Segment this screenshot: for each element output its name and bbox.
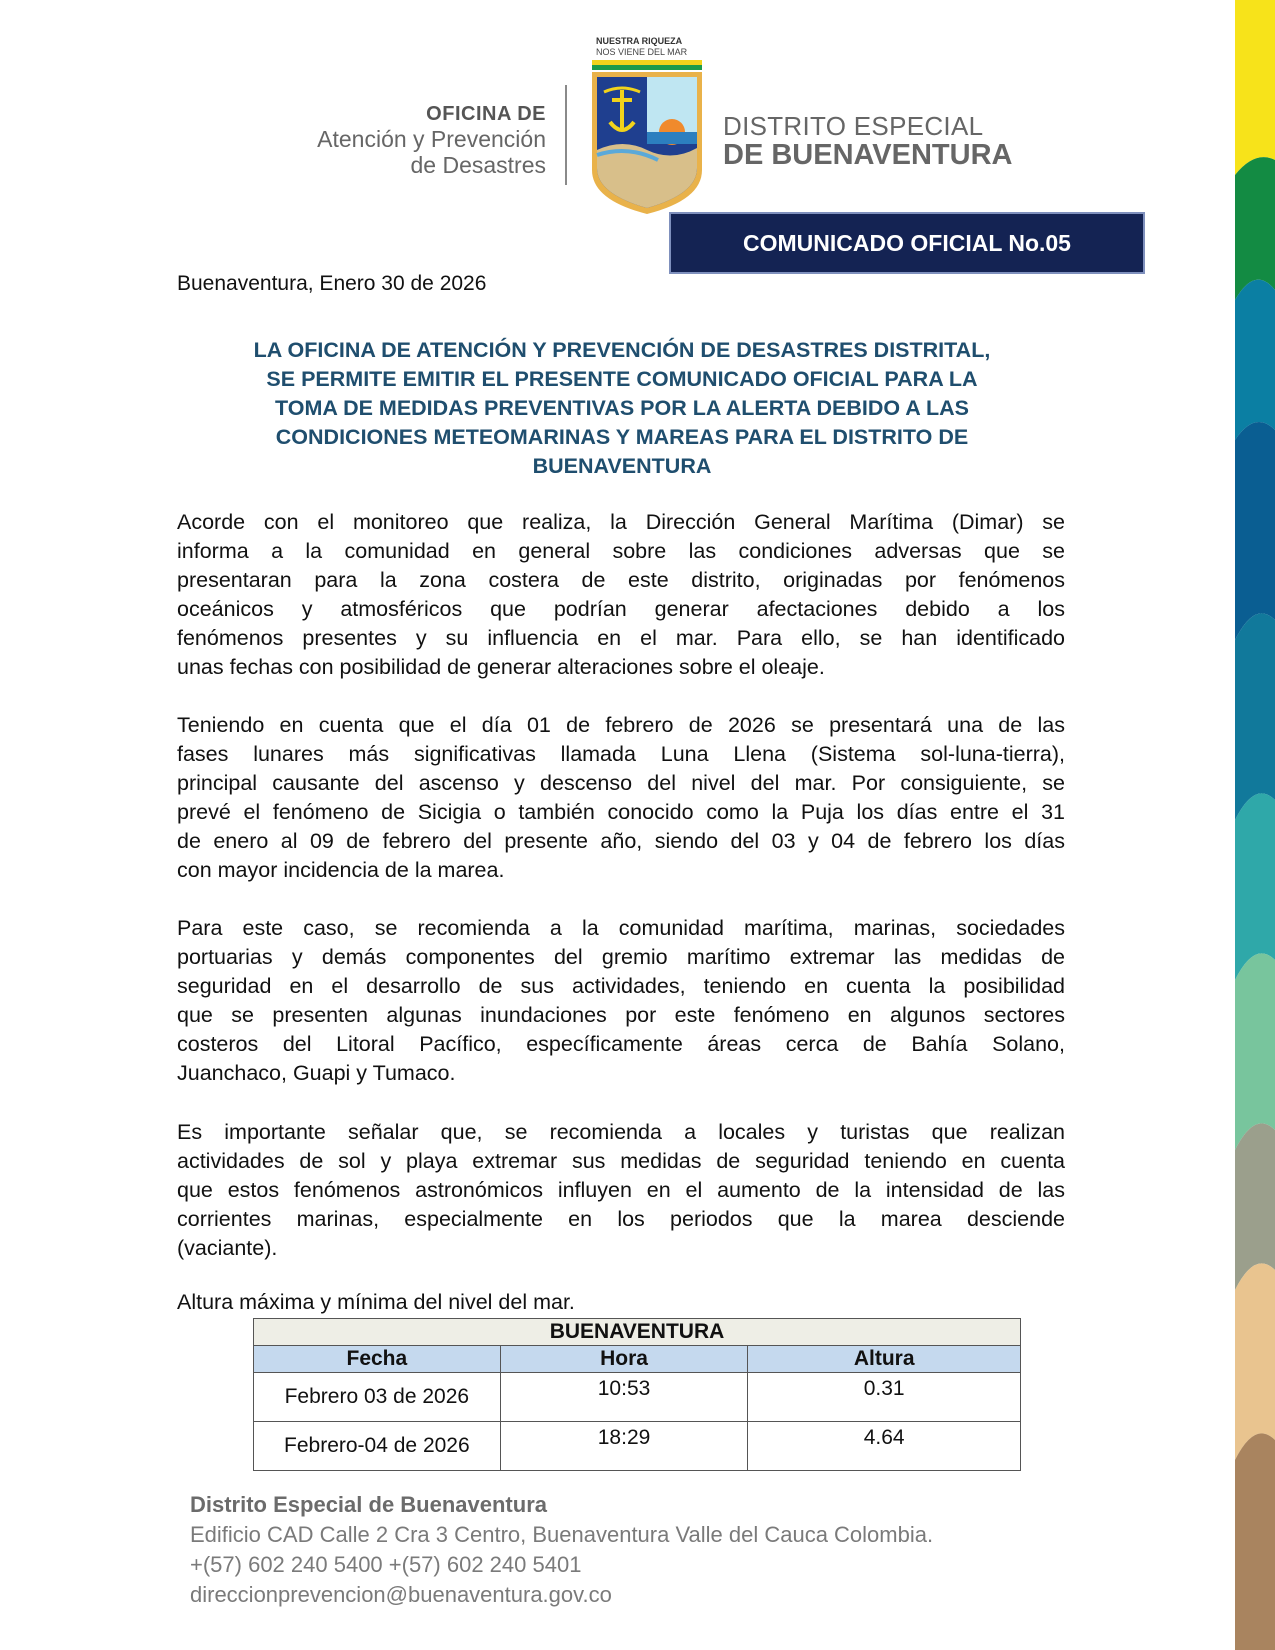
district-line2: DE BUENAVENTURA bbox=[723, 139, 1013, 171]
table-row bbox=[254, 1422, 1021, 1471]
decorative-side-band bbox=[1235, 0, 1275, 1650]
table-cell-altura: 0.31 bbox=[748, 1373, 1021, 1422]
slogan-line1: NUESTRA RIQUEZA bbox=[596, 36, 683, 46]
title-line: TOMA DE MEDIDAS PREVENTIVAS POR LA ALERTA DEBIDO A LAS bbox=[274, 396, 969, 420]
title-line: SE PERMITE EMITIR EL PRESENTE COMUNICADO OFICIAL PARA LA bbox=[266, 367, 978, 391]
paragraph-line: fases lunares más significativas llamada Luna Llena (Sistema sol-luna-tierra), bbox=[177, 742, 1065, 766]
paragraph-line: Teniendo en cuenta que el día 01 de febrero de 2026 se presentará una de las bbox=[177, 713, 1065, 737]
org-name-block bbox=[268, 102, 546, 178]
table-cell-hora: 10:53 bbox=[500, 1373, 748, 1422]
paragraph-line: que estos fenómenos astronómicos influyen en el aumento de la intensidad de las bbox=[177, 1178, 1065, 1202]
paragraph-line: principal causante del ascenso y descenso del nivel del mar. Por consiguiente, se bbox=[177, 771, 1065, 795]
paragraph-line: prevé el fenómeno de Sicigia o también conocido como la Puja los días entre el 31 bbox=[177, 800, 1065, 824]
paragraph-tourists bbox=[177, 1118, 1065, 1263]
table-cell-fecha: Febrero 03 de 2026 bbox=[254, 1373, 501, 1422]
title-line: CONDICIONES METEOMARINAS Y MAREAS PARA EL DISTRITO DE bbox=[275, 425, 969, 449]
paragraph-line: Acorde con el monitoreo que realiza, la Dirección General Marítima (Dimar) se bbox=[177, 510, 1065, 534]
table-row bbox=[254, 1373, 1021, 1422]
footer-email: direccionprevencion@buenaventura.gov.co bbox=[190, 1582, 612, 1607]
paragraph-line: con mayor incidencia de la marea. bbox=[177, 858, 505, 882]
column-header-altura: Altura bbox=[748, 1346, 1021, 1373]
paragraph-line: Para este caso, se recomienda a la comunidad marítima, marinas, sociedades bbox=[177, 916, 1065, 940]
paragraph-line: corrientes marinas, especialmente en los periodos que la marea desciende bbox=[177, 1207, 1065, 1231]
footer-phones: +(57) 602 240 5400 +(57) 602 240 5401 bbox=[190, 1552, 582, 1577]
footer-contact bbox=[190, 1490, 933, 1610]
table-location-header: BUENAVENTURA bbox=[254, 1319, 1021, 1346]
paragraph-line: portuarias y demás componentes del gremio marítimo extremar las medidas de bbox=[177, 945, 1065, 969]
district-line1: DISTRITO ESPECIAL bbox=[723, 111, 984, 141]
header-divider bbox=[565, 85, 567, 185]
paragraph-line: (vaciante). bbox=[177, 1236, 278, 1260]
paragraph-line: presentaran para la zona costera de este distrito, originadas por fenómenos bbox=[177, 568, 1065, 592]
document-date: Buenaventura, Enero 30 de 2026 bbox=[177, 272, 487, 295]
paragraph-line: costeros del Litoral Pacífico, específicamente áreas cerca de Bahía Solano, bbox=[177, 1032, 1065, 1056]
table-cell-hora: 18:29 bbox=[500, 1422, 748, 1471]
column-header-fecha: Fecha bbox=[254, 1346, 501, 1373]
comunicado-label: COMUNICADO OFICIAL No.05 bbox=[743, 229, 1071, 256]
footer-org-name: Distrito Especial de Buenaventura bbox=[190, 1492, 547, 1517]
paragraph-line: fenómenos presentes y su influencia en el mar. Para ello, se han identificado bbox=[177, 626, 1065, 650]
table-cell-altura: 4.64 bbox=[748, 1422, 1021, 1471]
paragraph-line: unas fechas con posibilidad de generar alteraciones sobre el oleaje. bbox=[177, 655, 825, 679]
title-line: BUENAVENTURA bbox=[532, 454, 712, 478]
footer-address: Edificio CAD Calle 2 Cra 3 Centro, Buenaventura Valle del Cauca Colombia. bbox=[190, 1522, 934, 1547]
org-name-line1: OFICINA DE bbox=[426, 103, 546, 125]
comunicado-badge bbox=[669, 212, 1145, 274]
district-name-block bbox=[723, 112, 1012, 170]
paragraph-full-moon bbox=[177, 711, 1065, 885]
slogan-line2: NOS VIENE DEL MAR bbox=[596, 47, 688, 57]
document-title bbox=[177, 336, 1067, 481]
paragraph-line: que se presenten algunas inundaciones por este fenómeno en algunos sectores bbox=[177, 1003, 1065, 1027]
paragraph-line: actividades de sol y playa extremar sus medidas de seguridad teniendo en cuenta bbox=[177, 1149, 1065, 1173]
paragraph-recommendation bbox=[177, 914, 1065, 1088]
paragraph-line: oceánicos y atmosféricos que podrían generar afectaciones debido a los bbox=[177, 597, 1065, 621]
paragraph-line: seguridad en el desarrollo de sus actividades, teniendo en cuenta la posibilidad bbox=[177, 974, 1065, 998]
tide-table bbox=[253, 1318, 1021, 1471]
district-shield-logo-icon bbox=[588, 60, 706, 221]
paragraph-line: Juanchaco, Guapi y Tumaco. bbox=[177, 1061, 456, 1085]
title-line: LA OFICINA DE ATENCIÓN Y PREVENCIÓN DE DESASTRES DISTRITAL, bbox=[253, 338, 991, 362]
paragraph-line: de enero al 09 de febrero del presente año, siendo del 03 y 04 de febrero los días bbox=[177, 829, 1065, 853]
org-name-line2: Atención y Prevención bbox=[317, 126, 546, 152]
shield-slogan bbox=[596, 36, 687, 58]
paragraph-line: Es importante señalar que, se recomienda a locales y turistas que realizan bbox=[177, 1120, 1065, 1144]
org-name-line3: de Desastres bbox=[410, 152, 546, 178]
column-header-hora: Hora bbox=[500, 1346, 748, 1373]
table-cell-fecha: Febrero-04 de 2026 bbox=[254, 1422, 501, 1471]
paragraph-line: informa a la comunidad en general sobre las condiciones adversas que se bbox=[177, 539, 1065, 563]
table-caption: Altura máxima y mínima del nivel del mar. bbox=[177, 1290, 575, 1314]
paragraph-monitoring bbox=[177, 508, 1065, 682]
